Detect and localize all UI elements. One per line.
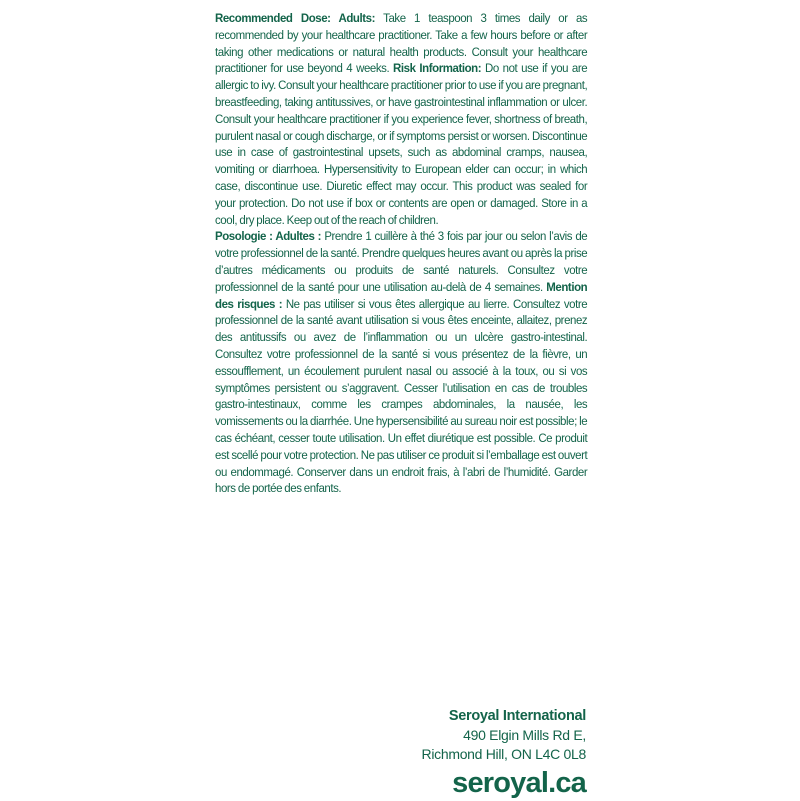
french-instructions xyxy=(215,228,587,497)
company-name: Seroyal International xyxy=(448,708,586,724)
label-text-column xyxy=(215,10,587,497)
english-dose-text: Take 1 teaspoon 3 times daily or as recommended by your healthcare practitioner. Take a few hours before or after taking other medications or natural health products. Consult your healthcare practitioner for use beyond 4 weeks. xyxy=(215,11,588,76)
english-dose-heading: Recommended Dose: Adults: xyxy=(215,11,376,25)
english-risk-text: Do not use if you are allergic to ivy. Consult your healthcare practitioner prior to use if you are pregnant, breastfeeding, taking antitussives, or have gastrointestinal inflammation or ulcer. Consult your healthcare practitioner if you experience fever, shortness of breath, purulent nasal or cough discharge, or if symptoms persist or worsen. Discontinue use in case of gastrointestinal upsets, such as abdominal cramps, nausea, vomiting or diarrhoea. Hypersensitivity to European elder can occur; in which case, discontinue use. Diuretic effect may occur. This product was sealed for your protection. Do not use if box or contents are open or damaged. Store in a cool, dry place. Keep out of the reach of children. xyxy=(215,61,588,227)
company-address-line2: Richmond Hill, ON L4C 0L8 xyxy=(421,746,586,762)
french-dose-heading: Posologie : Adultes : xyxy=(215,229,322,244)
french-risk-text: Ne pas utiliser si vous êtes allergique au lierre. Consultez votre professionnel de la santé avant utilisation si vous êtes enceinte, allaitez, prenez des antitussifs ou avez de l’inflammation ou un ulcère gastro-intestinal. Consultez votre professionnel de la santé si vous présentez de la fièvre, un essoufflement, un écoulement purulent nasal ou associé à la toux, ou si vos symptômes persistent ou s’aggravent. Cesser l’utilisation en cas de troubles gastro-intestinaux, comme les crampes abdominales, la nausée, les vomissements ou la diarrhée. Une hypersensibilité au sureau noir est possible; le cas échéant, cesser toute utilisation. Un effet diurétique est possible. Ce produit est scellé pour votre protection. Ne pas utiliser ce produit si l’emballage est ouvert ou endommagé. Conserver dans un endroit frais, à l’abri de l’humidité. Garder hors de portée des enfants. xyxy=(215,296,588,496)
company-footer xyxy=(422,707,586,801)
french-dose-text: Prendre 1 cuillère à thé 3 fois par jour ou selon l’avis de votre professionnel de la santé. Prendre quelques heures avant ou après la prise d’autres médicaments ou produits de santé naturels. Consultez votre professionnel de la santé pour une utilisation au-delà de 4 semaines. xyxy=(215,229,588,294)
company-address-line1: 490 Elgin Mills Rd E, xyxy=(463,727,586,743)
company-website: seroyal.ca xyxy=(452,767,586,799)
english-instructions xyxy=(215,10,587,228)
french-risk-heading: Mention des risques : xyxy=(215,279,588,311)
english-risk-heading: Risk Information: xyxy=(393,61,482,76)
